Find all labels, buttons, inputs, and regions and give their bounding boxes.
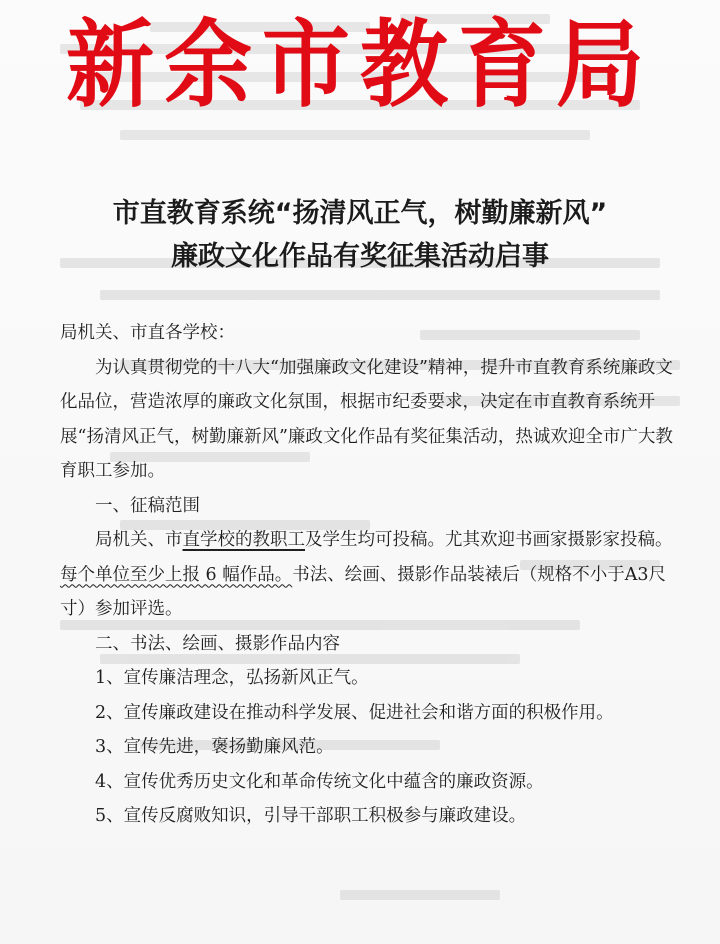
section-2-item: 1、宣传廉洁理念，弘扬新风正气。 (95, 668, 369, 688)
section-1-text-e: 书法、绘画、摄影作品装裱后（规格不小于A3尺寸）参加评选。 (60, 564, 667, 619)
section-1-underlined-quota: 每个单位至少上报 6 幅作品。 (60, 564, 293, 585)
notice-title-line-2: 廉政文化作品有奖征集活动启事 (171, 241, 549, 272)
section-1-text-c: 及学生均可投稿。尤其欢迎书画家摄影家投稿。 (305, 530, 673, 550)
section-2-item: 4、宣传优秀历史文化和革命传统文化中蕴含的廉政资源。 (95, 771, 544, 792)
section-1-heading: 一、征稿范围 (95, 495, 200, 516)
letterhead (0, 10, 720, 120)
salutation: 局机关、市直各学校： (60, 323, 235, 343)
section-2-item: 2、宣传廉政建设在推动科学发展、促进社会和谐方面的积极作用。 (95, 702, 614, 723)
section-2-item: 5、宣传反腐败知识，引导干部职工积极参与廉政建设。 (95, 806, 527, 826)
section-1-text-a: 局机关、市 (95, 530, 183, 550)
section-2-item: 3、宣传先进，褒扬勤廉风范。 (95, 737, 334, 757)
section-1-underlined-staff: 直学校的教职工 (182, 530, 305, 550)
section-2-heading: 二、书法、绘画、摄影作品内容 (95, 633, 340, 654)
intro-paragraph: 为认真贯彻党的十八大“加强廉政文化建设”精神，提升市直教育系统廉政文化品位，营造浓厚的廉政文化氛围，根据市纪委要求，决定在市直教育系统开展“扬清风正气，树勤廉新风”廉政文化作品有奖征集活动，热诚欢迎全市广大教育职工参加。 (60, 357, 673, 481)
notice-title-line-1: 市直教育系统“扬清风正气，树勤廉新风” (112, 198, 608, 229)
letterhead-org-name: 新余市教育局 (65, 8, 654, 121)
section-1-paragraph (60, 523, 676, 627)
notice-body (60, 316, 676, 834)
